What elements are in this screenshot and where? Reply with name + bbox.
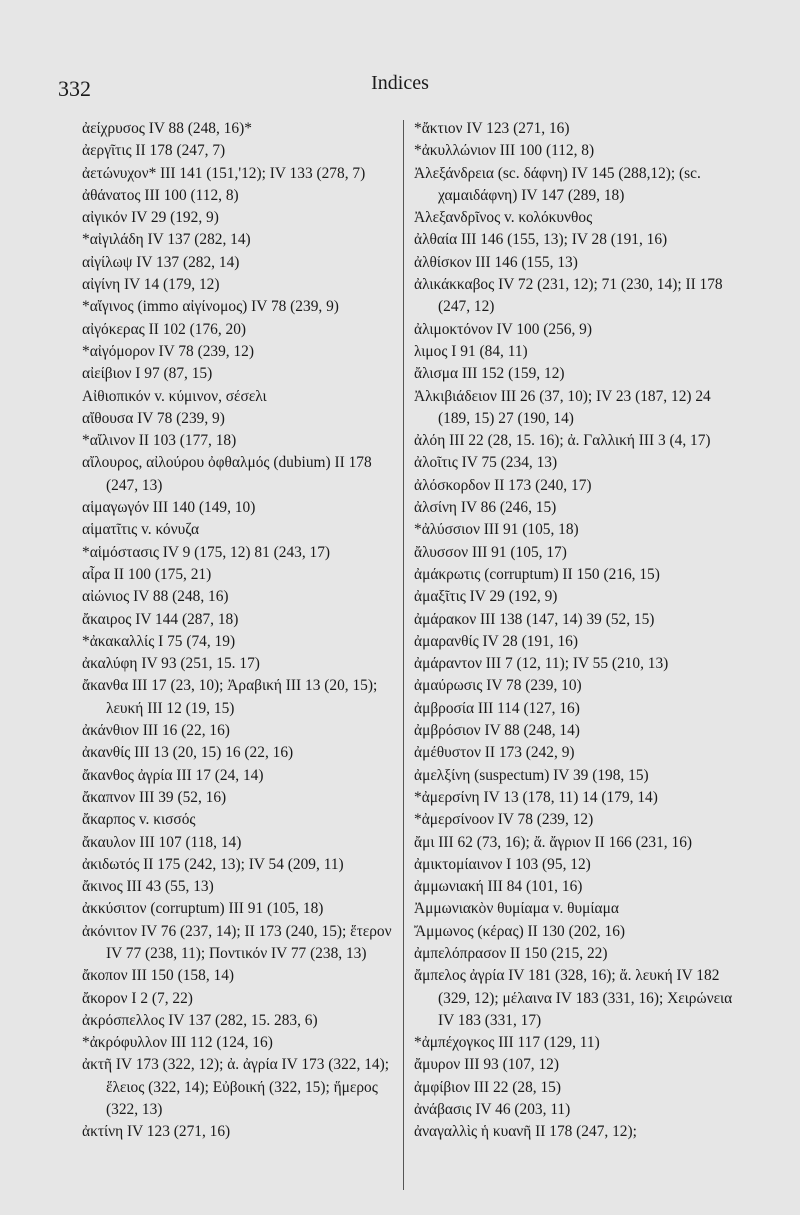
index-entry: ἀκαλύφη IV 93 (251, 15. 17) [82,655,260,673]
index-entry: ἀκτῆ IV 173 (322, 12); ἀ. ἀγρία IV 173 (322, 14); ἕλειος (322, 14); Εὐβοική (322, 15); ἥμερος (322, 13) [82,1056,389,1119]
index-entry: ἄμι III 62 (73, 16); ἄ. ἄγριον II 166 (231, 16) [414,833,693,851]
index-entry: ἀμπελόπρασον II 150 (215, 22) [414,944,608,962]
index-entry: ἀκτίνη IV 123 (271, 16) [82,1123,231,1141]
index-entry: Αἰθιοπικόν v. κύμινον, σέσελι [82,387,267,405]
index-entry: ἀκανθίς III 13 (20, 15) 16 (22, 16) [82,744,294,762]
index-entry: ἀμικτομίαινον I 103 (95, 12) [414,855,591,873]
index-entry: αἴθουσα IV 78 (239, 9) [82,409,225,427]
index-entry: Ἀλεξανδρῖνος v. κολόκυνθος [414,209,593,227]
index-entry: ἀμβρόσιον IV 88 (248, 14) [414,722,580,740]
index-entry: ἀμφίβιον III 22 (28, 15) [414,1078,562,1096]
index-entry: αἰείβιον I 97 (87, 15) [82,365,213,383]
index-entry: ἀθάνατος III 100 (112, 8) [82,186,239,204]
index-entry: αἰγικόν IV 29 (192, 9) [82,209,219,227]
index-entry: *ἀκρόφυλλον III 112 (124, 16) [82,1034,273,1052]
index-entry: ἄμπελος ἀγρία IV 181 (328, 16); ἄ. λευκή IV 182 (329, 12); μέλαινα IV 183 (331, 16); Χειρώνεια IV 183 (331, 17) [414,967,733,1029]
index-entry: ἀμάκρωτις (corruptum) II 150 (216, 15) [414,565,660,583]
index-entry: ἀλικάκκαβος IV 72 (231, 12); 71 (230, 14); II 178 (247, 12) [414,276,723,316]
column-divider [403,120,404,1190]
index-entry: ἀμαξῖτις IV 29 (192, 9) [414,588,558,606]
index-entry: ἀλόσκορδον II 173 (240, 17) [414,476,592,494]
index-entry: ἀετώνυχον* III 141 (151,'12); IV 133 (278, 7) [82,164,366,182]
index-entry: ἄκινος III 43 (55, 13) [82,878,214,896]
index-entry: ἀκόνιτον IV 76 (237, 14); II 173 (240, 15); ἕτερον IV 77 (238, 11); Ποντικόν IV 77 (238, 13) [82,922,392,962]
index-entry: Ἀλκιβιάδειον III 26 (37, 10); IV 23 (187, 12) 24 (189, 15) 27 (190, 14) [414,387,711,427]
index-entry: ἄλισμα III 152 (159, 12) [414,365,565,383]
index-entry: ἀναγαλλὶς ἡ κυανῆ II 178 (247, 12); [414,1123,637,1141]
index-entry: αἰγίλωψ IV 137 (282, 14) [82,253,240,271]
page-number: 332 [58,76,91,101]
index-entry: ἄκαπνον III 39 (52, 16) [82,788,227,806]
index-entry: *αἰγιλάδη IV 137 (282, 14) [82,231,251,249]
index-entry: ἀλιμοκτόνον IV 100 (256, 9) [414,320,592,338]
index-entry: ἀκάνθιον III 16 (22, 16) [82,722,230,740]
index-entry: ἄκανθος ἀγρία III 17 (24, 14) [82,766,264,784]
index-entry: αἱμαγωγόν III 140 (149, 10) [82,499,256,517]
index-entry: *ἀλύσσιον III 91 (105, 18) [414,521,579,539]
index-entry: *αἴγινος (immo αἰγίνομος) IV 78 (239, 9) [82,298,339,316]
page-title: Indices [371,72,429,94]
index-entry: *αἴλινον II 103 (177, 18) [82,432,237,450]
index-entry: αἰγόκερας II 102 (176, 20) [82,320,247,338]
index-entry: ἄκορον I 2 (7, 22) [82,989,193,1007]
right-column [414,118,744,1144]
index-entry: ἀλοῖτις IV 75 (234, 13) [414,454,558,472]
index-entry: *ἀκυλλώνιον III 100 (112, 8) [414,142,595,160]
index-entry: ἀλθαία III 146 (155, 13); IV 28 (191, 16) [414,231,668,249]
index-entry: *ἀμερσίνοον IV 78 (239, 12) [414,811,594,829]
index-entry: *ἀκακαλλίς I 75 (74, 19) [82,632,236,650]
index-entry: αἰώνιος IV 88 (248, 16) [82,588,229,606]
left-column [82,118,394,1144]
index-entry: ἀμέθυστον II 173 (242, 9) [414,744,575,762]
index-entry: αἱματῖτις v. κόνυζα [82,521,200,539]
index-entry: αἶρα II 100 (175, 21) [82,565,212,583]
index-entry: ἀκκύσιτον (corruptum) III 91 (105, 18) [82,900,324,918]
index-entry: ἀμελξίνη (suspectum) IV 39 (198, 15) [414,766,649,784]
index-entry: ἀμαρανθίς IV 28 (191, 16) [414,632,579,650]
index-entry: Ἀμμωνιακὸν θυμίαμα v. θυμίαμα [414,900,619,918]
index-entry: αἴλουρος, αἰλούρου ὀφθαλμός (dubium) II 178 (247, 13) [82,454,372,494]
index-entry: *αἰγόμορον IV 78 (239, 12) [82,342,254,360]
index-entry: ἀλόη III 22 (28, 15. 16); ἀ. Γαλλική III 3 (4, 17) [414,432,711,450]
index-entry: Ἄμμωνος (κέρας) II 130 (202, 16) [414,922,626,940]
index-entry: ἀμμωνιακή III 84 (101, 16) [414,878,583,896]
index-entry: ἄμυρον III 93 (107, 12) [414,1056,560,1074]
index-entry: *ἀμερσίνη IV 13 (178, 11) 14 (179, 14) [414,788,658,806]
index-entry: ἄκανθα III 17 (23, 10); Ἀραβική III 13 (20, 15); λευκή III 12 (19, 15) [82,677,378,717]
index-entry: ἀείχρυσος IV 88 (248, 16)* [82,120,252,137]
index-entry: ἄκαρπος v. κισσός [82,811,196,829]
index-entry: ἀλσίνη IV 86 (246, 15) [414,499,557,517]
index-entry: ἀμάρακον III 138 (147, 14) 39 (52, 15) [414,610,655,628]
index-entry: ἀμαύρωσις IV 78 (239, 10) [414,677,582,695]
index-entry: ἀκιδωτός II 175 (242, 13); IV 54 (209, 11) [82,855,344,873]
index-entry: ἀμβροσία III 114 (127, 16) [414,699,580,717]
index-entry: ἄλυσσον III 91 (105, 17) [414,543,567,561]
index-entry: ἄκαυλον III 107 (118, 14) [82,833,242,851]
index-entry: *ἄκτιον IV 123 (271, 16) [414,120,570,137]
index-entry: ἄκοπον III 150 (158, 14) [82,967,235,985]
index-entry: Ἀλεξάνδρεια (sc. δάφνη) IV 145 (288,12); (sc. χαμαιδάφνη) IV 147 (289, 18) [414,164,701,204]
index-entry: ἀλθίσκον III 146 (155, 13) [414,253,578,271]
index-entry: *ἀμπέχογκος III 117 (129, 11) [414,1034,600,1052]
index-entry: ἄκαιρος IV 144 (287, 18) [82,610,239,628]
index-entry: ἀμάραντον III 7 (12, 11); IV 55 (210, 13) [414,655,669,673]
index-entry: λιμος I 91 (84, 11) [414,342,528,360]
index-entry: ἀνάβασις IV 46 (203, 11) [414,1101,571,1119]
index-entry: *αἱμόστασις IV 9 (175, 12) 81 (243, 17) [82,543,331,561]
index-entry: ἀκρόσπελλος IV 137 (282, 15. 283, 6) [82,1011,318,1029]
index-entry: αἰγίνη IV 14 (179, 12) [82,276,220,294]
index-entry: ἀεργῖτις II 178 (247, 7) [82,142,226,160]
